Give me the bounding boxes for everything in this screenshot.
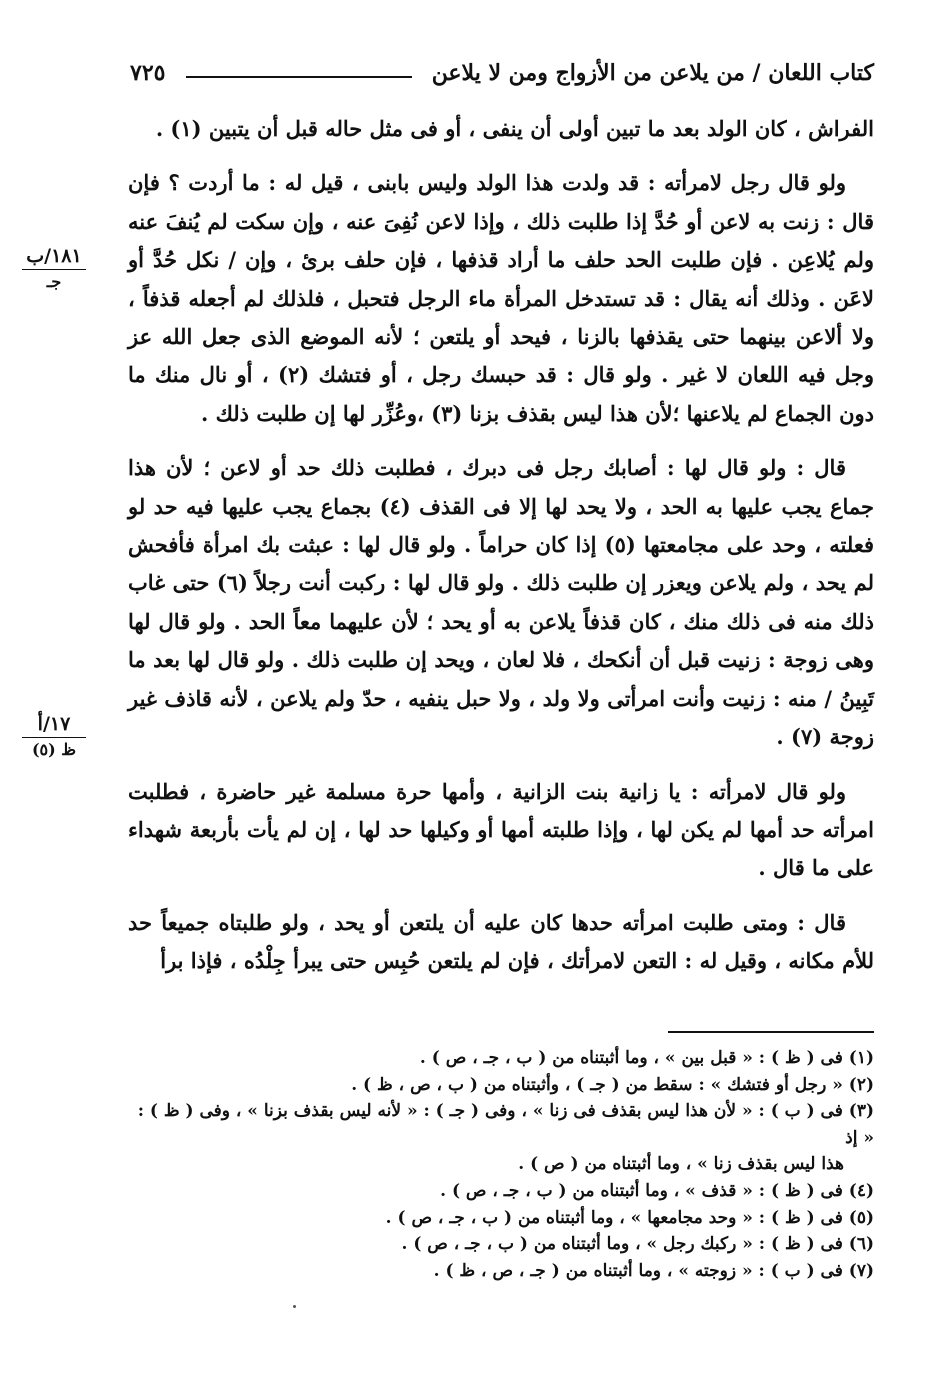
footnote: (٦) فى ( ظ ) : « ركبك رجل » ، وما أثبتناه من ( ب ، جـ ، ص ) . (401, 1234, 874, 1255)
running-header (128, 58, 874, 98)
paragraph: قال : ولو قال لها : أصابك رجل فى دبرك ، فطلبت ذلك حد أو لاعن ؛ لأن هذا جماع يجب عليها به الحد ، ولا يحد لها إلا فى القذف (٤) بجماع يجب عليها فيه حد لو فعلته ، وحد على مجامعتها (٥) إذا كان حراماً . ولو قال لها : عبثت بك امرأة فأفحش لم يحد ، ولم يلاعن ويعزر إن طلبت ذلك . ولو قال لها : ركبت أنت رجلاً (٦) حتى غاب ذلك منه فى ذلك منك ، كان قذفاً يلاعن به أو يحد ؛ لأن عليهما معاً الحد . ولو قال لها وهى زوجة : زنيت قبل أن أنكحك ، فلا لعان ، ويحد إن طلبت ذلك . ولو قال لها بعد ما تَبِينُ / منه : زنيت وأنت امرأتى ولا ولد ، ولا حبل ينفيه ، حدّ ولم يلاعن ، لأنه قاذف غير زوجة (٧) . (128, 455, 874, 750)
paragraph: ولو قال لامرأته : يا زانية بنت الزانية ، وأمها حرة مسلمة غير حاضرة ، فطلبت امرأته حد أمها لم يكن لها ، وإذا طلبته أمها أو وكيلها حد لها ، إن لم يأت بأربعة شهداء على ما قال . (128, 778, 874, 881)
main-text (128, 110, 874, 981)
manuscript-folio-note (22, 244, 86, 294)
footnote-continuation: هذا ليس بقذف زنا » ، وما أثبتناه من ( ص ) . (518, 1154, 844, 1175)
footnote: (٧) فى ( ب ) : « زوجته » ، وما أثبتناه من ( جـ ، ص ، ظ ) . (433, 1260, 874, 1281)
paragraph: قال : ومتى طلبت امرأته حدها كان عليه أن يلتعن أو يحد ، ولو طلبتاه جميعاً حد للأم مكانه ، وقيل له : التعن لامرأتك ، فإن لم يلتعن حُبِس حتى يبرأ جِلْدُه ، فإذا برأ (128, 909, 874, 974)
footnote: (٢) « رجل أو فتشك » : سقط من ( جـ ) ، وأثبتناه من ( ب ، ص ، ظ ) . (351, 1074, 874, 1095)
manuscript-folio-note (22, 712, 86, 762)
header-rule (186, 76, 412, 78)
folio-ref: ١٧/أ (22, 712, 86, 738)
chapter-title: كتاب اللعان / من يلاعن من الأزواج ومن لا يلاعن (431, 60, 874, 86)
paragraph: الفراش ، كان الولد بعد ما تبين أولى أن ينفى ، أو فى مثل حاله قبل أن يتبين (١) . (155, 116, 874, 141)
page-number: ٧٢٥ (130, 60, 166, 86)
footnote: (٣) فى ( ب ) : « لأن هذا ليس بقذف فى زنا » ، وفى ( جـ ) : « لأنه ليس بقذف بزنا » ، وفى ( ظ ) : « إذ (137, 1101, 874, 1148)
footnote: (٤) فى ( ظ ) : « قذف » ، وما أثبتناه من ( ب ، جـ ، ص ) . (440, 1180, 874, 1201)
footnote: (١) فى ( ظ ) : « قبل بين » ، وما أثبتناه من ( ب ، جـ ، ص ) . (419, 1048, 874, 1068)
footnotes (128, 1045, 874, 1284)
manuscript-siglum: ظ (٥) (31, 740, 77, 759)
footnote-separator (668, 1031, 874, 1033)
paragraph: ولو قال رجل لامرأته : قد ولدت هذا الولد وليس بابنى ، قيل له : ما أردت ؟ فإن قال : زنت به لاعن أو حُدَّ إذا طلبت ذلك ، وإذا لاعن نُفِىَ عنه ، وإن سكت لم يُنفَ عنه ولم يُلاعِن . فإن طلبت الحد حلف ما أراد قذفها ، فإن حلف برئ ، وإن / نكل حُدَّ أو لاعَن . وذلك أنه يقال : قد تستدخل المرأة ماء الرجل فتحبل ، فلذلك لم أجعله قذفاً ، ولا ألاعن بينهما حتى يقذفها بالزنا ، فيحد أو يلتعن ؛ لأنه الموضع الذى جعل الله عز وجل فيه اللعان لا غير . ولو قال : قد حبسك رجل ، أو فتشك (٢) ، أو نال منك ما دون الجماع لم يلاعنها ؛لأن هذا ليس بقذف بزنا (٣) ،وعُزِّر لها إن طلبت ذلك . (128, 170, 874, 426)
scan-speck (293, 1305, 296, 1308)
manuscript-siglum: جـ (46, 272, 62, 291)
folio-ref: ١٨١/ب (22, 244, 86, 270)
footnote: (٥) فى ( ظ ) : « وحد مجامعها » ، وما أثبتناه من ( ب ، جـ ، ص ) . (385, 1207, 874, 1228)
